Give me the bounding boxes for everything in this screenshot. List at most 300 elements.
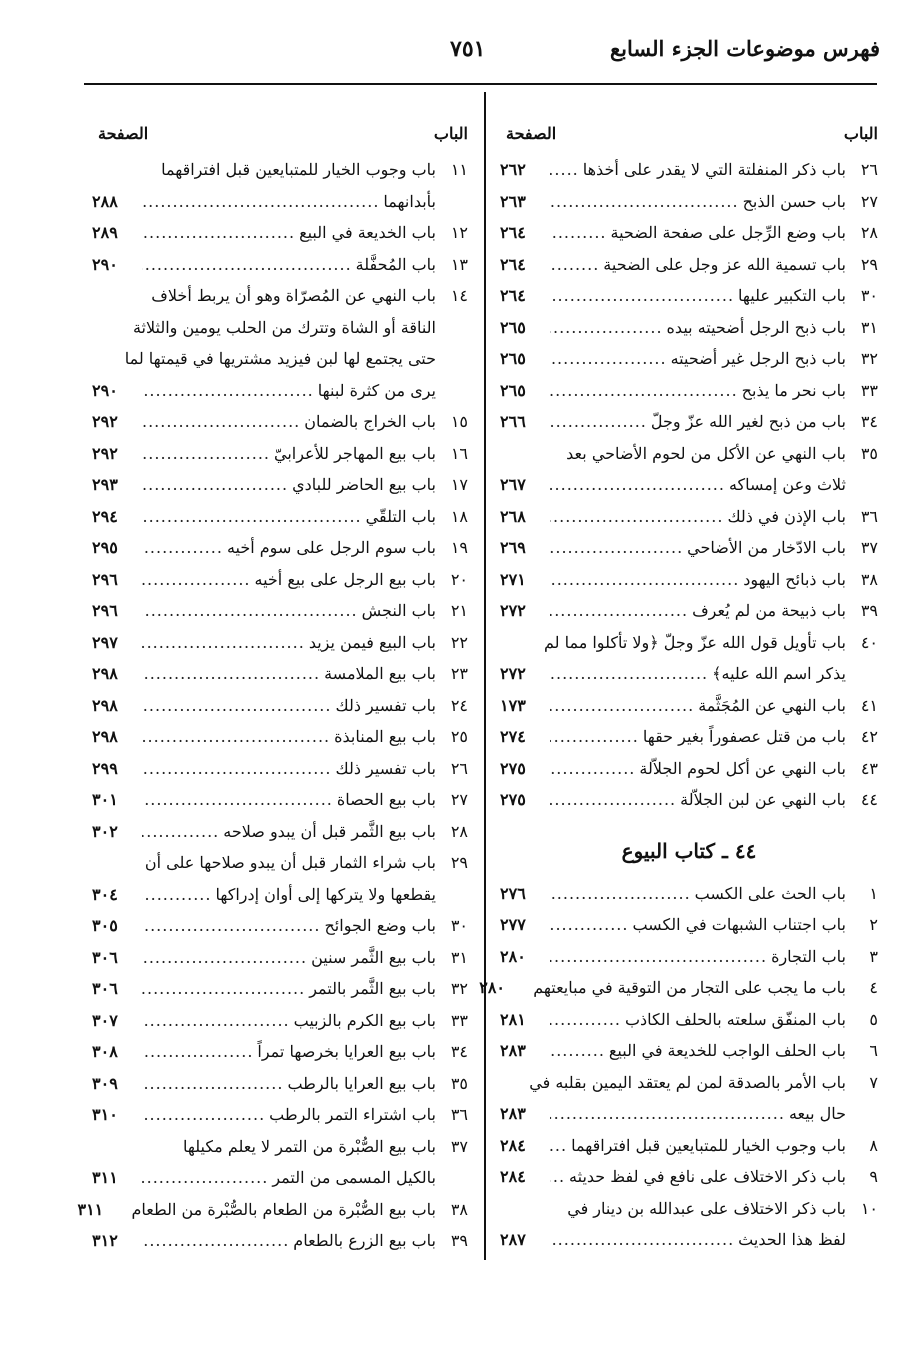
entry-page-number: ٢٨٠ [500, 946, 526, 966]
entry-title: باب بيع الرجل على بيع أخيه [254, 569, 436, 589]
entry-line [92, 375, 436, 407]
entry-line [77, 1194, 436, 1226]
entry-line [500, 312, 846, 344]
entry-line [92, 154, 436, 186]
index-entry [500, 753, 878, 785]
entry-title: باب ذكر الاختلاف على عبدالله بن دينار في [567, 1198, 846, 1218]
entry-page-number: ٢٩٠ [92, 380, 118, 400]
entry-number: ٢٩ [450, 853, 468, 872]
entry-title: باب بيع الحصاة [336, 790, 436, 809]
entry-title: باب الحلف الواجب للخديعة في البيع [608, 1041, 846, 1060]
entry-number: ١٠ [860, 1198, 878, 1218]
index-entry [500, 532, 878, 564]
dot-leader [550, 1130, 567, 1162]
entry-number: ٣٢ [450, 979, 468, 998]
entry-page-number: ٢٧٢ [500, 664, 526, 683]
entry-line [92, 1162, 436, 1194]
entry-line [92, 1131, 436, 1163]
index-entry [500, 690, 878, 722]
dot-leader [550, 658, 708, 690]
entry-page-number: ٢٧٤ [500, 727, 526, 746]
index-entry [92, 942, 468, 974]
entry-page-number: ٢٩٨ [92, 727, 118, 746]
index-entry [92, 1068, 468, 1100]
entry-number: ٢١ [450, 601, 468, 620]
dot-leader [142, 1099, 265, 1131]
dot-leader [550, 186, 739, 218]
entry-number: ١٩ [450, 538, 468, 557]
dot-leader [142, 690, 331, 722]
index-entry [500, 249, 878, 281]
entry-line [500, 1067, 846, 1099]
dot-leader [142, 784, 333, 816]
entry-number: ٣٢ [860, 349, 878, 368]
entry-number: ٢٢ [450, 632, 468, 652]
index-entry [500, 627, 878, 690]
header-rule [84, 83, 877, 85]
dot-leader [550, 249, 599, 281]
entry-title: باب النهي عن المُصرّاة وهو أن يربط أخلاف [151, 286, 436, 305]
entry-page-number: ٢٩٦ [92, 569, 118, 589]
index-entry [500, 343, 878, 375]
index-entry [92, 658, 468, 690]
entry-page-number: ٢٩٢ [92, 443, 118, 463]
entry-line [92, 721, 436, 753]
entry-number: ٣٣ [860, 380, 878, 400]
entry-title: باب بيع الثَّمر بالتمر [309, 979, 436, 998]
entry-line [92, 1005, 436, 1037]
entry-title: باب التكبير عليها [738, 286, 846, 305]
entry-number: ٣٩ [450, 1231, 468, 1250]
dot-leader [550, 753, 635, 785]
entry-title: باب بيع الصُّبْرة من التمر لا يعلم مكيلها [182, 1136, 436, 1156]
index-entry [500, 595, 878, 627]
entry-number: ٥ [869, 1009, 878, 1029]
entry-line [92, 847, 436, 879]
entry-page-number: ٢٨١ [500, 1009, 526, 1029]
entry-line [92, 249, 436, 281]
dot-leader [142, 721, 330, 753]
entry-page-number: ٢٦٥ [500, 317, 526, 337]
index-entry [500, 217, 878, 249]
entry-page-number: ٢٩٧ [92, 632, 118, 652]
entry-number: ٤٢ [860, 727, 878, 746]
index-entry [500, 375, 878, 407]
entry-line [500, 1161, 846, 1193]
entry-title: باب شراء الثمار قبل أن يبدو صلاحها على أن [144, 853, 436, 872]
entry-title: باب ما يجب على التجار من التوقية في مبايعتهم [533, 978, 846, 997]
entry-title: باب المنفّق سلعته بالحلف الكاذب [624, 1009, 846, 1029]
entry-number: ٣١ [450, 947, 468, 967]
entry-number: ٤ [869, 978, 878, 997]
dot-leader [142, 1068, 283, 1100]
entry-line [92, 942, 436, 974]
entry-number: ٢٦ [450, 758, 468, 778]
index-entry [500, 406, 878, 438]
entry-number: ١٥ [450, 412, 468, 431]
left-column [77, 120, 468, 1257]
entry-line [92, 1099, 436, 1131]
dot-leader [142, 438, 270, 470]
dot-leader [550, 564, 739, 596]
entry-title: باب وجوب الخيار للمتبايعين قبل افتراقهما [161, 160, 436, 179]
dot-leader [142, 973, 305, 1005]
entry-line [500, 249, 846, 281]
page-header-label: الصفحة [506, 124, 557, 143]
entry-page-number: ٢٩٣ [92, 475, 118, 494]
entry-title: باب بيع المهاجر للأعرابيّ [273, 443, 436, 463]
entry-line [92, 1225, 436, 1257]
entry-title: الناقة أو الشاة وتترك من الحلب يومين والثلاثة [132, 317, 436, 337]
entry-title: باب تأويل قول الله عزّ وجلّ ﴿ولا تأكلوا مما لم [543, 632, 846, 652]
entry-title: باب النهي عن المُجَثَّمة [698, 695, 846, 715]
entry-page-number: ٢٨٩ [92, 223, 118, 242]
entry-title: باب الإذن في ذلك [727, 506, 846, 526]
entry-number: ٣٨ [860, 569, 878, 589]
dot-leader [550, 1161, 565, 1193]
bab-header: الباب [843, 124, 878, 143]
entry-page-number: ٢٩٠ [92, 254, 118, 274]
entry-title: باب وضع الجوائح [324, 916, 436, 935]
entry-line [92, 1068, 436, 1100]
entry-line [500, 501, 846, 533]
dot-leader [142, 816, 219, 848]
page-number: ٧٥١ [450, 36, 486, 62]
entry-page-number: ٣٠٦ [92, 947, 118, 967]
entry-number: ٣٦ [450, 1105, 468, 1124]
dot-leader [550, 375, 738, 407]
entry-line [500, 1004, 846, 1036]
entry-title: حال بيعه [788, 1104, 846, 1123]
entry-page-number: ٢٧١ [500, 569, 526, 589]
entry-number: ٢٣ [450, 664, 468, 683]
index-entry [500, 280, 878, 312]
section-title: ٤٤ ـ كتاب البيوع [621, 838, 757, 863]
dot-leader [142, 469, 288, 501]
entry-number: ٢٧ [860, 191, 878, 211]
entry-page-number: ٢٦٨ [500, 506, 526, 526]
index-entry [500, 1130, 878, 1162]
entry-title: يرى من كثرة لبنها [317, 380, 436, 400]
entry-title: بالكيل المسمى من التمر [272, 1168, 436, 1187]
entry-line [92, 501, 436, 533]
entry-title: باب تسمية الله عز وجل على الضحية [603, 254, 846, 274]
entry-title: يقطعها ولا يتركها إلى أوان إدراكها [215, 884, 436, 904]
index-entry [92, 501, 468, 533]
entry-title: باب بيع الملامسة [324, 664, 436, 683]
dot-leader [550, 312, 663, 344]
entry-number: ٧ [869, 1072, 878, 1092]
entry-page-number: ٢٦٩ [500, 538, 526, 557]
entry-number: ٤١ [860, 695, 878, 715]
entry-line [500, 438, 846, 470]
entry-line [500, 658, 846, 690]
index-entry [500, 438, 878, 501]
index-entry [92, 469, 468, 501]
entry-line [92, 532, 436, 564]
entry-page-number: ٢٦٦ [500, 412, 526, 431]
entries-list [479, 878, 878, 1256]
entry-line [92, 312, 436, 344]
dot-leader [550, 501, 723, 533]
entry-page-number: ٣٠٦ [92, 979, 118, 998]
index-entry [92, 910, 468, 942]
entry-line [92, 186, 436, 218]
entry-number: ٢٧ [450, 790, 468, 809]
dot-leader [142, 879, 211, 911]
entry-line [500, 1193, 846, 1225]
index-entry [92, 438, 468, 470]
dot-leader [142, 753, 331, 785]
index-entry [500, 1161, 878, 1193]
dot-leader [550, 784, 676, 816]
entry-title: باب تفسير ذلك [335, 758, 436, 778]
dot-leader [550, 406, 647, 438]
page-header-label: الصفحة [98, 124, 149, 143]
dot-leader [550, 469, 725, 501]
entry-number: ٤٠ [860, 632, 878, 652]
entry-title: ثلاث وعن إمساكه [728, 475, 846, 494]
index-entry [92, 721, 468, 753]
index-entry [92, 973, 468, 1005]
dot-leader [142, 532, 223, 564]
entry-number: ٣٥ [450, 1073, 468, 1093]
dot-leader [142, 1162, 268, 1194]
entry-page-number: ٣١٠ [92, 1105, 118, 1124]
index-entry [500, 1004, 878, 1036]
column-header [92, 120, 468, 154]
entry-page-number: ٣٠٥ [92, 916, 118, 935]
entry-line [500, 1130, 846, 1162]
entry-title: باب النجش [361, 601, 436, 620]
index-entry [500, 878, 878, 910]
entry-line [500, 878, 846, 910]
page-header [30, 30, 880, 74]
entry-line [92, 406, 436, 438]
index-entry [500, 501, 878, 533]
index-entry [92, 406, 468, 438]
entry-title: باب النهي عن الأكل من لحوم الأضاحي بعد [566, 443, 846, 463]
entry-title: باب نحر ما يذبح [741, 380, 846, 400]
entry-page-number: ٢٧٦ [500, 883, 526, 903]
entry-number: ٣٤ [450, 1042, 468, 1061]
dot-leader [142, 375, 314, 407]
index-entry [92, 1099, 468, 1131]
entry-line [500, 753, 846, 785]
index-entry [500, 1035, 878, 1067]
entry-title: باب ذبيحة من لم يُعرف [692, 601, 846, 620]
entry-title: باب بيع العرايا بالرطب [287, 1073, 436, 1093]
index-entry [92, 847, 468, 910]
entry-number: ٣٩ [860, 601, 878, 620]
entry-title: بأبدانهما [383, 191, 436, 211]
entry-title: باب البيع فيمن يزيد [308, 632, 436, 652]
entry-title: باب الحث على الكسب [694, 883, 846, 903]
entry-title: باب بيع الثَّمر سنين [311, 947, 436, 967]
entry-title: باب الخديعة في البيع [299, 223, 436, 242]
entry-number: ١٦ [450, 443, 468, 463]
index-entry [500, 312, 878, 344]
entry-title: باب اجتناب الشبهات في الكسب [632, 915, 846, 934]
entries-list [77, 154, 468, 1257]
entry-page-number: ٢٨٤ [500, 1135, 526, 1155]
dot-leader [142, 186, 379, 218]
entry-number: ٣٥ [860, 443, 878, 463]
entry-title: باب ذبائح اليهود [743, 569, 846, 589]
index-entry [92, 595, 468, 627]
entry-line [92, 627, 436, 659]
entry-page-number: ٣٠١ [92, 790, 118, 809]
dot-leader [142, 501, 362, 533]
entry-number: ١٣ [450, 254, 468, 274]
entry-number: ٢٩ [860, 254, 878, 274]
entry-number: ٣٠ [860, 286, 878, 305]
entry-line [92, 879, 436, 911]
entry-line [500, 690, 846, 722]
entry-line [92, 280, 436, 312]
dot-leader [142, 1036, 253, 1068]
entry-page-number: ٣٠٩ [92, 1073, 118, 1093]
entry-number: ٦ [869, 1041, 878, 1060]
dot-leader [550, 280, 734, 312]
entry-page-number: ٢٦٣ [500, 191, 526, 211]
entry-page-number: ٣٠٧ [92, 1010, 118, 1030]
entry-page-number: ٢٨٨ [92, 191, 118, 211]
entry-number: ١٢ [450, 223, 468, 242]
index-title: فهرس موضوعات الجزء السابع [610, 36, 880, 61]
entry-line [500, 343, 846, 375]
index-entry [500, 941, 878, 973]
dot-leader [142, 658, 320, 690]
entry-number: ٣١ [860, 317, 878, 337]
entry-page-number: ٣٠٨ [92, 1042, 118, 1061]
entry-number: ٣٨ [450, 1199, 468, 1219]
entry-page-number: ٢٩٩ [92, 758, 118, 778]
entry-title: لفظ هذا الحديث [738, 1230, 846, 1249]
index-entry [92, 816, 468, 848]
entry-page-number: ٢٨٧ [500, 1230, 526, 1249]
entry-page-number: ٢٩٢ [92, 412, 118, 431]
index-entry [92, 627, 468, 659]
entry-number: ٣٧ [450, 1136, 468, 1156]
entry-title: باب النهي عن لبن الجلاّلة [680, 790, 846, 809]
dot-leader [142, 249, 352, 281]
index-entry [92, 280, 468, 406]
dot-leader [142, 217, 295, 249]
entry-page-number: ٢٧٥ [500, 790, 526, 809]
entry-number: ٣٧ [860, 538, 878, 557]
entry-line [92, 438, 436, 470]
dot-leader [550, 941, 767, 973]
entry-page-number: ٢٨٣ [500, 1104, 526, 1123]
entry-page-number: ٢٧٢ [500, 601, 526, 620]
entry-line [500, 595, 846, 627]
entry-title: باب التلقّي [365, 506, 436, 526]
entry-title: باب التجارة [771, 946, 846, 966]
entry-number: ٢٦ [860, 160, 878, 179]
entry-line [92, 217, 436, 249]
index-entry [500, 1193, 878, 1256]
entry-number: ٢ [869, 915, 878, 934]
entry-line [500, 532, 846, 564]
entry-page-number: ٢٦٢ [500, 160, 526, 179]
entry-title: يذكر اسم الله عليه﴾ [712, 664, 846, 683]
entry-title: حتى يجتمع لها لبن فيزيد مشتريها في قيمتها لما [124, 349, 436, 368]
entry-page-number: ٣٠٢ [92, 821, 118, 841]
entry-title: باب ذكر المنفلتة التي لا يقدر على أخذها [582, 160, 846, 179]
entry-title: باب بيع الثَّمر قبل أن يبدو صلاحه [223, 821, 436, 841]
dot-leader [142, 406, 300, 438]
entry-title: باب سوم الرجل على سوم أخيه [226, 538, 436, 557]
entry-line [92, 973, 436, 1005]
entry-number: ٣٤ [860, 412, 878, 431]
entry-page-number: ٢٦٤ [500, 254, 526, 274]
entry-number: ١ [869, 883, 878, 903]
entry-number: ٣ [869, 946, 878, 966]
entry-title: باب وجوب الخيار للمتبايعين قبل افتراقهما [571, 1135, 846, 1155]
index-entry [92, 1036, 468, 1068]
entry-number: ٤٤ [860, 790, 878, 809]
dot-leader [142, 595, 358, 627]
entry-number: ١٧ [450, 475, 468, 494]
bab-header: الباب [433, 124, 468, 143]
entry-number: ٣٠ [450, 916, 468, 935]
dot-leader [550, 690, 694, 722]
entry-title: باب ذبح الرجل أضحيته بيده [666, 317, 846, 337]
dot-leader [550, 878, 691, 910]
index-entry [92, 564, 468, 596]
entry-line [500, 564, 846, 596]
entry-title: باب الخراج بالضمان [304, 412, 436, 431]
entry-page-number: ٢٦٥ [500, 380, 526, 400]
entry-title: باب المُحفَّلة [355, 254, 436, 274]
dot-leader [550, 1004, 621, 1036]
entry-number: ٢٨ [450, 821, 468, 841]
entry-line [92, 564, 436, 596]
dot-leader [142, 1225, 289, 1257]
entry-title: باب ذبح الرجل غير أضحيته [670, 349, 846, 368]
entry-page-number: ٢٨٤ [500, 1167, 526, 1186]
dot-leader [142, 564, 251, 596]
column-header [500, 120, 878, 154]
entry-title: باب وضع الرِّجل على صفحة الضحية [610, 223, 846, 242]
entry-number: ٢٠ [450, 569, 468, 589]
entry-page-number: ٢٩٤ [92, 506, 118, 526]
dot-leader [550, 1098, 785, 1130]
entry-number: ٤٣ [860, 758, 878, 778]
entry-page-number: ٢٦٧ [500, 475, 526, 494]
entry-line [500, 217, 846, 249]
dot-leader [550, 721, 639, 753]
entries-list [500, 154, 878, 816]
entry-page-number: ٢٧٥ [500, 758, 526, 778]
entry-line [479, 972, 846, 1004]
index-entry [92, 1005, 468, 1037]
entry-number: ١١ [450, 160, 468, 179]
entry-line [92, 343, 436, 375]
entry-title: باب تفسير ذلك [335, 695, 436, 715]
entry-line [500, 186, 846, 218]
entry-page-number: ٢٧٧ [500, 915, 526, 934]
dot-leader [142, 1005, 290, 1037]
index-entry [500, 721, 878, 753]
entry-title: باب من قتل عصفوراً بغير حقها [642, 727, 846, 746]
dot-leader [550, 909, 628, 941]
index-entry [500, 909, 878, 941]
dot-leader [142, 942, 307, 974]
right-column [479, 120, 878, 1256]
entry-number: ٢٨ [860, 223, 878, 242]
